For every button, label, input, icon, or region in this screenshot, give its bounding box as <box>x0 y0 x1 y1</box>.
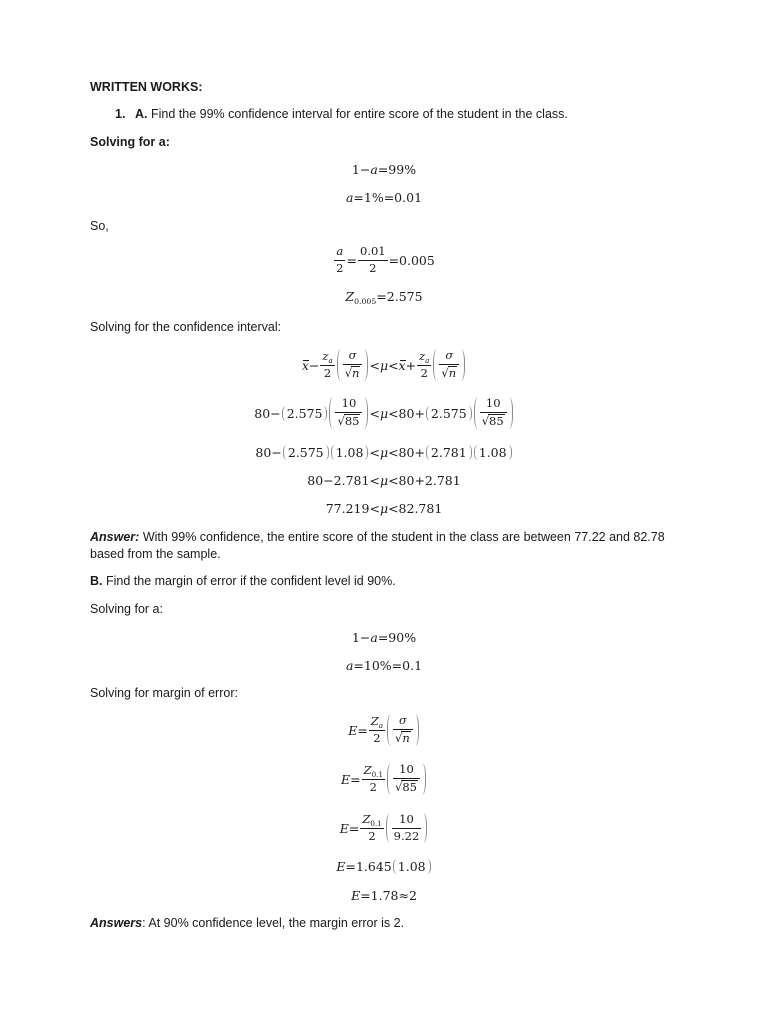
equation-margin-result <box>0 875 768 915</box>
math-text: <80+ <box>388 444 425 460</box>
equation-alpha-0-1 <box>0 645 768 685</box>
denominator <box>393 730 413 746</box>
radicand <box>488 414 505 429</box>
subscript-base <box>364 764 372 778</box>
math-text: < <box>369 444 380 460</box>
parenthesis-group <box>474 397 513 429</box>
right-parenthesis <box>364 397 368 429</box>
math-variable: σ <box>348 348 357 363</box>
right-parenthesis <box>415 714 419 746</box>
math-text: − <box>308 357 320 373</box>
math-text: 80− <box>254 405 281 421</box>
item-number: 1. <box>115 107 126 121</box>
equation-row <box>255 445 512 460</box>
parenthesis-group <box>426 445 472 460</box>
subscript <box>372 771 383 780</box>
fraction <box>393 714 413 746</box>
equation-row <box>352 162 416 177</box>
numerator <box>417 350 431 366</box>
math-variable: E <box>336 858 346 874</box>
numerator <box>392 813 422 829</box>
denominator <box>369 731 385 746</box>
math-variable: μ <box>379 444 389 460</box>
math-variable: E <box>341 771 351 787</box>
math-text: <80+ <box>388 405 425 421</box>
numerator <box>320 350 334 366</box>
math-text: 2 <box>373 730 381 745</box>
square-root <box>345 366 361 381</box>
right-parenthesis <box>468 406 472 421</box>
part-a-prompt: Find the 99% confidence interval for entire score of the student in the class. <box>150 107 568 121</box>
equation-row <box>352 630 416 645</box>
math-variable: Z <box>345 288 355 304</box>
subscripted-symbol <box>362 813 381 827</box>
equation-half-alpha <box>0 240 768 280</box>
math-variable: a <box>370 161 378 177</box>
math-text: < <box>369 357 380 373</box>
math-variable: Z <box>370 713 379 728</box>
equation-margin-formula <box>0 710 768 750</box>
numerator <box>358 245 388 261</box>
math-variable: a <box>345 189 354 205</box>
math-variable: √ n <box>352 366 360 380</box>
parenthesis-group <box>387 714 419 746</box>
math-text: 1− <box>351 629 371 645</box>
math-variable: Z <box>362 811 371 826</box>
right-parenthesis <box>422 763 426 795</box>
subscript <box>379 722 383 731</box>
math-text: =90% <box>377 629 417 645</box>
parenthesis-content <box>430 406 468 421</box>
math-variable: z <box>322 348 329 363</box>
parenthesis-group <box>329 397 368 429</box>
math-text: 10 <box>341 396 357 411</box>
right-parenthesis <box>325 445 329 460</box>
equation-row <box>307 473 460 488</box>
denominator <box>417 366 431 381</box>
math-text: √ 85 <box>344 414 360 428</box>
math-variable: a <box>336 243 344 258</box>
equation-row <box>341 763 427 795</box>
math-text: 10 <box>485 396 501 411</box>
math-text: =1.78≈2 <box>360 887 417 903</box>
denominator <box>360 829 383 844</box>
parenthesis-content <box>391 763 422 795</box>
denominator <box>320 366 334 381</box>
denominator <box>335 413 362 429</box>
numerator <box>480 397 507 413</box>
math-variable: a <box>378 720 384 730</box>
subscript <box>425 357 429 366</box>
right-parenthesis <box>364 349 368 381</box>
math-text: = <box>348 820 360 836</box>
denominator <box>392 829 422 844</box>
math-text: 2.575 <box>287 444 324 460</box>
fraction <box>358 245 388 276</box>
parenthesis-group <box>386 813 428 844</box>
parenthesis-group <box>474 445 512 460</box>
square-root <box>441 366 457 381</box>
parenthesis-content <box>286 406 324 421</box>
math-text: 1.08 <box>478 444 507 460</box>
fraction <box>392 813 422 844</box>
right-parenthesis <box>323 406 327 421</box>
math-variable: a <box>425 355 430 365</box>
right-parenthesis <box>423 813 427 844</box>
math-text: 2 <box>420 365 428 380</box>
answer-b-colon: : <box>142 916 146 930</box>
equation-margin-root-evaluated <box>0 808 768 848</box>
math-variable: E <box>348 722 358 738</box>
math-text: √ 85 <box>489 414 504 428</box>
math-text: 77.219< <box>325 500 380 516</box>
numerator <box>335 397 362 413</box>
section-heading: WRITTEN WORKS: <box>90 80 203 94</box>
equation-row <box>333 245 435 276</box>
math-text: 80− <box>255 444 282 460</box>
margin-label: Solving for margin of error: <box>90 686 238 700</box>
math-text: =1%=0.01 <box>353 189 423 205</box>
subscripted-symbol <box>371 715 383 729</box>
subscripted-symbol <box>322 350 332 364</box>
fraction <box>343 349 363 381</box>
parenthesis-content <box>391 714 415 746</box>
fraction <box>320 350 334 381</box>
parenthesis-group <box>331 445 369 460</box>
subscript-base <box>345 289 354 304</box>
radicand <box>351 366 360 381</box>
math-variable: E <box>351 887 361 903</box>
denominator <box>358 261 388 276</box>
right-parenthesis <box>509 397 513 429</box>
square-root <box>482 414 505 429</box>
equation-row <box>302 349 466 381</box>
equation-interval-result <box>0 488 768 528</box>
math-variable: Z <box>363 762 372 777</box>
square-root <box>395 731 411 746</box>
equation-row <box>345 289 422 304</box>
math-text: 1− <box>351 161 371 177</box>
math-text: = <box>346 252 357 268</box>
equation-row <box>348 714 420 746</box>
parenthesis-content <box>287 445 325 460</box>
math-text: 2.575 <box>430 405 467 421</box>
parenthesis-group <box>387 763 426 795</box>
radicand <box>448 366 457 381</box>
math-text: = <box>350 771 361 787</box>
math-variable: E <box>339 820 349 836</box>
solving-alpha-label-a: Solving for a: <box>90 135 170 149</box>
right-parenthesis <box>461 349 465 381</box>
right-parenthesis <box>427 859 431 874</box>
fraction <box>334 245 345 276</box>
subscripted-symbol <box>364 764 383 778</box>
math-variable: μ <box>379 472 389 488</box>
interval-label: Solving for the confidence interval: <box>90 320 282 334</box>
parenthesis-content <box>333 397 364 429</box>
parenthesis-content <box>437 349 461 381</box>
math-text: 2.781 <box>430 444 467 460</box>
fraction <box>439 349 459 381</box>
equation-row <box>340 813 429 844</box>
math-variable: √ n <box>402 731 410 745</box>
math-variable: z <box>419 348 426 363</box>
parenthesis-group <box>433 349 465 381</box>
subscript <box>328 357 332 366</box>
math-text: 2 <box>336 260 344 275</box>
sample-mean-symbol: x <box>398 357 406 373</box>
subscript-base <box>371 715 379 729</box>
parenthesis-content <box>478 445 508 460</box>
parenthesis-content <box>478 397 509 429</box>
answer-a-text: With 99% confidence, the entire score of the student in the class are between 77.22 and 82.78 <box>142 530 665 544</box>
square-root <box>395 780 418 795</box>
part-b-label: B. <box>90 574 103 588</box>
solving-alpha-label-b: Solving for a: <box>90 602 163 616</box>
fraction <box>369 715 385 746</box>
math-text: =2.575 <box>376 288 423 304</box>
answer-a-label: Answer: <box>90 530 140 544</box>
parenthesis-group <box>393 859 431 874</box>
math-text: <82.781 <box>388 500 443 516</box>
numerator <box>393 763 420 779</box>
math-text: 9.22 <box>393 828 420 843</box>
numerator <box>439 349 459 365</box>
parenthesis-content <box>335 445 365 460</box>
equation-row <box>336 859 431 874</box>
math-variable: a <box>370 629 378 645</box>
math-text: 2 <box>368 828 376 843</box>
denominator <box>480 413 507 429</box>
parenthesis-content <box>341 349 365 381</box>
parenthesis-group <box>283 445 329 460</box>
equation-margin-substituted <box>0 759 768 799</box>
answer-b-label: Answers <box>90 916 143 930</box>
equation-interval-substituted <box>0 393 768 433</box>
question-b-line <box>90 573 396 589</box>
equation-row <box>254 397 513 429</box>
math-text: =0.005 <box>388 252 435 268</box>
equation-alpha-0-01 <box>0 177 768 217</box>
fraction <box>335 397 362 429</box>
equation-critical-z <box>0 276 768 316</box>
so-label: So, <box>90 219 109 233</box>
fraction <box>360 813 383 844</box>
subscripted-symbol <box>345 289 376 304</box>
equation-row <box>346 658 422 673</box>
math-text: 10 <box>399 811 414 826</box>
right-parenthesis <box>468 445 472 460</box>
equation-row <box>351 888 417 903</box>
math-text: =1.645 <box>345 858 392 874</box>
math-variable: μ <box>379 405 389 421</box>
numerator <box>343 349 363 365</box>
math-variable: μ <box>379 500 389 516</box>
answer-b-text: At 90% confidence level, the margin error is 2. <box>148 916 405 930</box>
equation-row <box>326 501 443 516</box>
math-text: + <box>405 357 417 373</box>
numerator <box>360 813 383 829</box>
answer-a-line-2: based from the sample. <box>90 547 221 561</box>
fraction <box>393 763 420 795</box>
math-variable: σ <box>445 348 454 363</box>
math-text: 80−2.781< <box>307 472 380 488</box>
fraction <box>480 397 507 429</box>
radicand <box>401 780 418 795</box>
subscript-base <box>362 813 370 827</box>
sample-mean-symbol: x <box>301 357 309 373</box>
answer-b-line <box>90 915 404 931</box>
denominator <box>362 780 385 795</box>
denominator <box>343 365 363 381</box>
numerator <box>369 715 385 731</box>
parenthesis-group <box>337 349 369 381</box>
parenthesis-content <box>430 445 468 460</box>
equation-row <box>346 190 422 205</box>
right-parenthesis <box>364 445 368 460</box>
math-text: 1.08 <box>335 444 364 460</box>
numerator <box>393 714 413 730</box>
math-text: 2.575 <box>286 405 323 421</box>
math-text: < <box>369 405 380 421</box>
math-text: <80+2.781 <box>388 472 461 488</box>
math-variable: σ <box>398 713 407 728</box>
math-variable: a <box>345 657 354 673</box>
denominator <box>393 779 420 795</box>
right-parenthesis <box>508 445 512 460</box>
radicand <box>401 731 410 746</box>
math-text: 0.005 <box>354 296 377 306</box>
subscript <box>370 820 381 829</box>
question-a-line <box>115 106 568 122</box>
fraction <box>362 764 385 795</box>
math-text: 1.08 <box>397 858 426 874</box>
parenthesis-content <box>397 859 427 874</box>
math-text: 0.1 <box>371 769 383 779</box>
math-text: 10 <box>399 762 414 777</box>
denominator <box>439 365 459 381</box>
answer-a-line-1 <box>90 529 665 545</box>
math-text: 2 <box>369 779 377 794</box>
math-variable: μ <box>379 357 389 373</box>
math-variable: a <box>328 355 333 365</box>
fraction <box>417 350 431 381</box>
parenthesis-group <box>426 406 472 421</box>
math-text: =99% <box>377 161 417 177</box>
part-a-label: A. <box>135 107 148 121</box>
math-text: = <box>357 722 368 738</box>
parenthesis-group <box>282 406 328 421</box>
math-text: =10%=0.1 <box>353 657 423 673</box>
math-text: 0.01 <box>359 243 386 258</box>
math-text: 0.1 <box>370 818 382 828</box>
math-text: < <box>388 357 399 373</box>
denominator <box>334 261 345 276</box>
parenthesis-content <box>390 813 424 844</box>
square-root <box>337 414 360 429</box>
numerator <box>362 764 385 780</box>
subscript <box>354 297 376 306</box>
part-b-prompt: Find the margin of error if the confident level id 90%. <box>105 574 396 588</box>
math-text: 2 <box>323 365 332 380</box>
math-text: 2 <box>369 260 377 275</box>
numerator <box>334 245 345 261</box>
math-variable: √ n <box>448 366 457 380</box>
equation-interval-formula <box>0 345 768 385</box>
radicand <box>344 414 361 429</box>
subscripted-symbol <box>419 350 429 364</box>
math-text: √ 85 <box>402 780 417 794</box>
